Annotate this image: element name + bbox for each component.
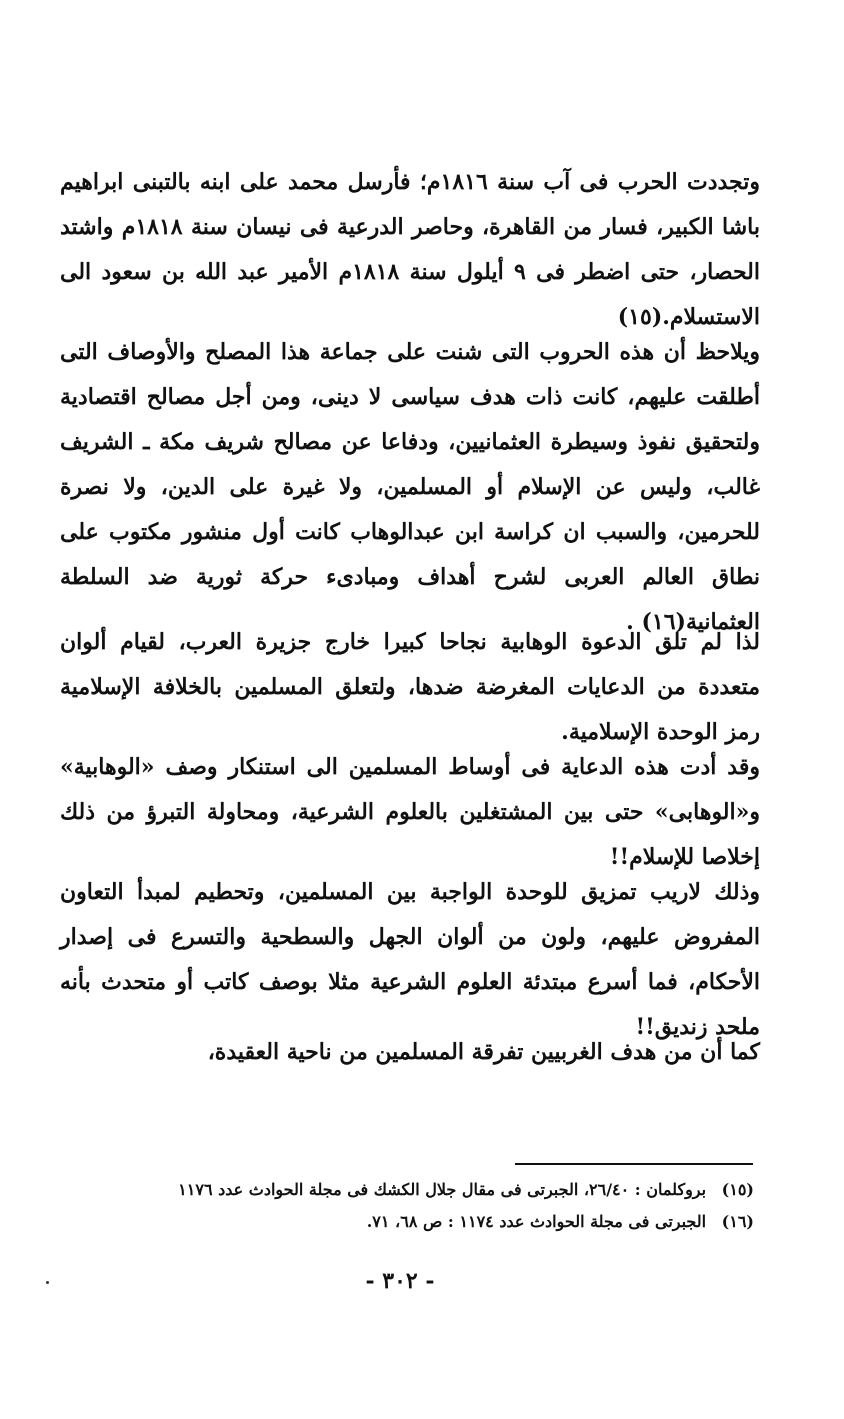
paragraph-2: ويلاحظ أن هذه الحروب التى شنت على جماعة هذا المصلح والأوصاف التى أطلقت عليهم، كانت ذات هدف سياسى لا دينى، ومن أجل مصالح اقتصادية ولتحقيق نفوذ وسيطرة العثمانيين، ودفاعا عن مصالح شريف مكة ـ الشريف غالب، وليس عن الإسلام أو المسلمين، ولا غيرة على الدين، ولا نصرة للحرمين، والسبب ان كراسة ابن عبدالوهاب كانت أول منشور مكتوب على نطاق العالم العربى لشرح أهداف ومبادىء حركة ثورية ضد السلطة العثمانية(١٦) . bbox=[60, 339, 760, 635]
footnote-text: بروكلمان : ٢٦/٤٠، الجبرتى فى مقال جلال الكشك فى مجلة الحوادث عدد ١١٧٦ bbox=[178, 1180, 707, 1199]
footnote-number: (١٥) bbox=[721, 1180, 754, 1199]
paragraph-1: وتجددت الحرب فى آب سنة ١٨١٦م؛ فأرسل محمد على ابنه بالتبنى ابراهيم باشا الكبير، فسار من القاهرة، وحاصر الدرعية فى نيسان سنة ١٨١٨م واشتد الحصار، حتى اضطر فى ٩ أيلول سنة ١٨١٨م الأمير عبد الله بن سعود الى الاستسلام.(١٥) bbox=[60, 169, 761, 330]
page-number: - ٣٠٢ - bbox=[365, 1268, 435, 1294]
paragraph-4: وقد أدت هذه الدعاية فى أوساط المسلمين الى استنكار وصف «الوهابية» و«الوهابى» حتى بين المشتغلين بالعلوم الشرعية، ومحاولة التبرؤ من ذلك إخلاصا للإسلام!! bbox=[60, 754, 760, 870]
footnote-text: الجبرتى فى مجلة الحوادث عدد ١١٧٤ : ص ٦٨، ٧١. bbox=[366, 1212, 707, 1231]
footnote-number: (١٦) bbox=[721, 1212, 754, 1231]
paragraph-5: وذلك لاريب تمزيق للوحدة الواجبة بين المسلمين، وتحطيم لمبدأ التعاون المفروض عليهم، ولون من ألوان الجهل والسطحية والتسرع فى إصدار الأحكام، فما أسرع مبتدئة العلوم الشرعية مثلا بوصف كاتب أو متحدث بأنه ملحد زنديق!! bbox=[60, 879, 760, 1040]
scan-speck bbox=[46, 1281, 49, 1284]
paragraph-6: كما أن من هدف الغربيين تفرقة المسلمين من ناحية العقيدة، bbox=[207, 1039, 760, 1065]
footnote-15 bbox=[134, 1176, 754, 1204]
paragraph-3: لذا لم تلق الدعوة الوهابية نجاحا كبيرا خارج جزيرة العرب، لقيام ألوان متعددة من الدعايات المغرضة ضدها، ولتعلق المسلمين بالخلافة الإسلامية رمز الوحدة الإسلامية. bbox=[60, 629, 760, 745]
footnote-separator bbox=[515, 1163, 753, 1165]
footnote-16 bbox=[134, 1208, 754, 1236]
